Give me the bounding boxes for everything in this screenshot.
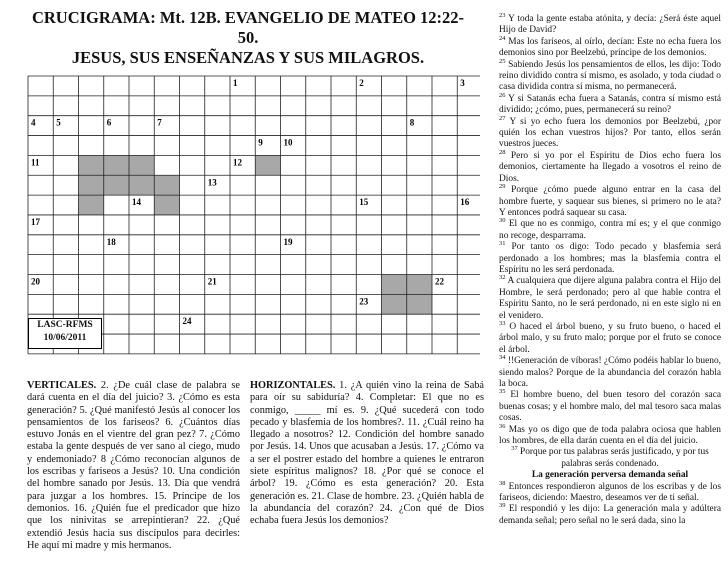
clue-number: 4	[31, 117, 36, 128]
clue-number: 22	[435, 276, 444, 287]
verse-number: 29	[499, 182, 506, 190]
verse-number: 24	[499, 34, 506, 42]
verse-number: 37	[511, 445, 518, 453]
title-line-1: CRUCIGRAMA: Mt. 12B. EVANGELIO DE MATEO 12:22-50.	[31, 8, 465, 47]
verse-text: !!Generación de víboras! ¿Cómo podéis hablar lo bueno, siendo malos? Porque de la abundancia del corazón habla la boca.	[499, 356, 721, 389]
verse-text: Y toda la gente estaba atónita, y decía: ¿Será éste aquel Hijo de David?	[499, 14, 721, 36]
verse-number: 35	[499, 388, 506, 396]
clue-number: 9	[258, 137, 263, 148]
verse-text: O haced el árbol bueno, y su fruto bueno, o haced el árbol malo, y su fruto malo; porque por el fruto se conoce el árbol.	[499, 321, 721, 355]
clue-number: 23	[359, 296, 369, 307]
verse-number: 36	[499, 422, 506, 430]
verse	[499, 114, 721, 151]
verse	[499, 57, 721, 94]
clue-number: 20	[31, 276, 40, 287]
verse	[499, 504, 721, 527]
verse-text: Mas yo os digo que de toda palabra ociosa que hablen los hombres, de ella darán cuenta en el día del juicio.	[499, 424, 721, 447]
horizontal-clues	[250, 380, 484, 528]
clue-number: 18	[106, 236, 116, 247]
clue-number: 7	[157, 117, 162, 128]
verse-text: El respondió y les dijo: La generación mala y adúltera demanda señal; pero señal no le será dada, sino la	[499, 504, 721, 526]
verse-text: A cualquiera que dijere alguna palabra contra el Hijo del Hombre, le será perdonado; pero al que hable contra el Espíritu Santo, no le será perdonado, ni en este siglo ni en el venidero.	[499, 276, 721, 321]
verse-text: Y si Satanás echa fuera a Satanás, contra sí mismo está dividido; ¿cómo, pues, permanecerá su reino?	[499, 93, 721, 116]
verse	[499, 242, 721, 276]
verse-number: 38	[499, 479, 506, 487]
verse	[499, 182, 721, 219]
verse-text: Pero si yo por el Espíritu de Dios echo fuera los demonios, ciertamente ha llegado a vosotros el reino de Dios.	[499, 150, 721, 184]
verse	[499, 219, 721, 242]
vertical-clues	[27, 380, 240, 552]
verse-text: Entonces respondieron algunos de los escribas y de los fariseos, diciendo: Maestro, deseamos ver de ti señal.	[499, 481, 721, 504]
verse-number: 23	[499, 11, 506, 19]
verse-text: Por tanto os digo: Todo pecado y blasfemia será perdonado a los hombres; mas la blasfemia contra el Espíritu no les será perdonada.	[499, 242, 721, 275]
verse	[499, 390, 721, 424]
verse	[499, 276, 721, 322]
horizontal-clue-text: 1. ¿A quién vino la reina de Sabá para oír su sabiduría? 4. Completar: El que no es conmigo, _____ mí es. 9. ¿Qué sucederá con todo pecado y blasfemia de los hombres?. 11. ¿Cuál reino ha llegado a nosotros? 12. Condición del hombre sanado por Jesús. 14. Unos que acusaban a Jesús. 17. ¿Cómo va a ser el postrer estado del hombre a quienes le entraron siete espíritus malignos? 18. ¿Por qué se conoce el árbol? 19. ¿Cómo es esta generación? 20. Esta generación es. 21. Clase de hombre. 23. ¿Quién habla de la abundancia del corazón? 24. ¿Con qué de Dios echaba fuera Jesús los demonios?	[250, 380, 484, 527]
title-line-2: JESUS, SUS ENSEÑANZAS Y SUS MILAGROS.	[71, 48, 425, 67]
clue-number: 10	[283, 137, 293, 148]
verse-number: 39	[499, 502, 506, 510]
verse-text: El que no es conmigo, contra mí es; y el que conmigo no recoge, desparrama.	[499, 219, 721, 241]
verse	[499, 479, 721, 505]
clue-number: 14	[132, 197, 141, 208]
bible-verses	[499, 11, 721, 527]
shaded-block	[255, 155, 280, 175]
verse-number: 26	[499, 91, 506, 99]
section-heading: La generación perversa demanda señal	[531, 470, 689, 481]
clue-number: 1	[233, 78, 238, 88]
badge-line-2: 10/06/2011	[43, 333, 87, 343]
clue-number: 17	[31, 216, 40, 227]
clue-number: 15	[359, 197, 369, 208]
clue-number: 13	[207, 177, 217, 188]
horizontal-heading: HORIZONTALES.	[250, 380, 336, 391]
verse	[499, 319, 721, 356]
clue-number: 6	[106, 117, 112, 128]
clue-number: 21	[207, 276, 217, 287]
clue-number: 19	[283, 236, 293, 247]
verse-number: 34	[499, 354, 506, 362]
vertical-heading: VERTICALES.	[27, 380, 97, 391]
clue-number: 5	[56, 117, 61, 128]
verse-number: 31	[499, 240, 506, 247]
verse	[499, 34, 721, 60]
author-badge	[28, 318, 102, 349]
verse-text: Porque ¿cómo puede alguno entrar en la casa del hombre fuerte, y saquear sus bienes, si primero no le ata? Y entonces podrá saquear su casa.	[499, 185, 721, 218]
verse-number: 30	[499, 217, 506, 225]
verse-number: 32	[499, 274, 506, 282]
clue-number: 11	[31, 157, 40, 168]
verse	[499, 356, 721, 390]
verse-text: Mas los fariseos, al oírlo, decían: Este no echa fuera los demonios sino por Beelzebú, príncipe de los demonios.	[499, 36, 721, 59]
verse	[499, 11, 721, 37]
verse	[499, 91, 721, 117]
verse-number: 33	[499, 319, 506, 327]
verse-number: 25	[499, 57, 506, 65]
verse-text: Porque por tus palabras serás justificado, y por tus palabras serás condenado.	[517, 447, 709, 469]
clue-number: 2	[359, 78, 364, 88]
verse	[499, 422, 721, 448]
clue-number: 12	[233, 157, 242, 168]
verse-number: 28	[499, 148, 506, 156]
clue-number: 16	[460, 197, 470, 208]
shaded-block	[79, 175, 104, 195]
clue-number: 24	[182, 316, 192, 327]
verse	[499, 447, 721, 470]
badge-line-1: LASC-RFMS	[37, 320, 93, 330]
verse-text: Y si yo echo fuera los demonios por Beelzebú, ¿por quién los echan vuestros hijos? Por tanto, ellos serán vuestros jueces.	[499, 116, 721, 150]
clue-number: 8	[409, 117, 415, 128]
verse-text: El hombre bueno, del buen tesoro del corazón saca buenas cosas; y el hombre malo, del mal tesoro saca malas cosas.	[499, 390, 721, 424]
verse-text: Sabiendo Jesús los pensamientos de ellos, les dijo: Todo reino dividido contra sí mismo, es asolado, y toda ciudad o casa dividida contra sí misma, no permanecerá.	[499, 59, 721, 93]
verse-number: 27	[499, 114, 506, 122]
verse	[499, 148, 721, 185]
clue-number: 3	[460, 78, 465, 88]
shaded-block	[79, 195, 104, 215]
vertical-clue-text: 2. ¿De cuál clase de palabra se dará cuenta en el día del juicio? 3. ¿Cómo es esta generación? 5. ¿Qué manifestó Jesús al conocer los pensamientos de los fariseos? 6. ¿Cuántos días estuvo Jonás en el vientre del gran pez? 7. ¿Cómo estaba la gente después de ver sano al ciego, mudo y endemoniado? 8 ¿Cómo reconocían algunos de los escribas y fariseos a Jesús? 10. Una condición del hombre sanado por Jesús. 13. Día que vendrá para juzgar a los hombres. 15. Príncipe de los demonios. 16. ¿Quién fue el predicador que hizo que los ninivitas se arrepintieran? 22. ¿Qué extendió Jesús hacia sus discípulos para decirles: He aquí mi madre y mis hermanos.	[27, 380, 240, 551]
